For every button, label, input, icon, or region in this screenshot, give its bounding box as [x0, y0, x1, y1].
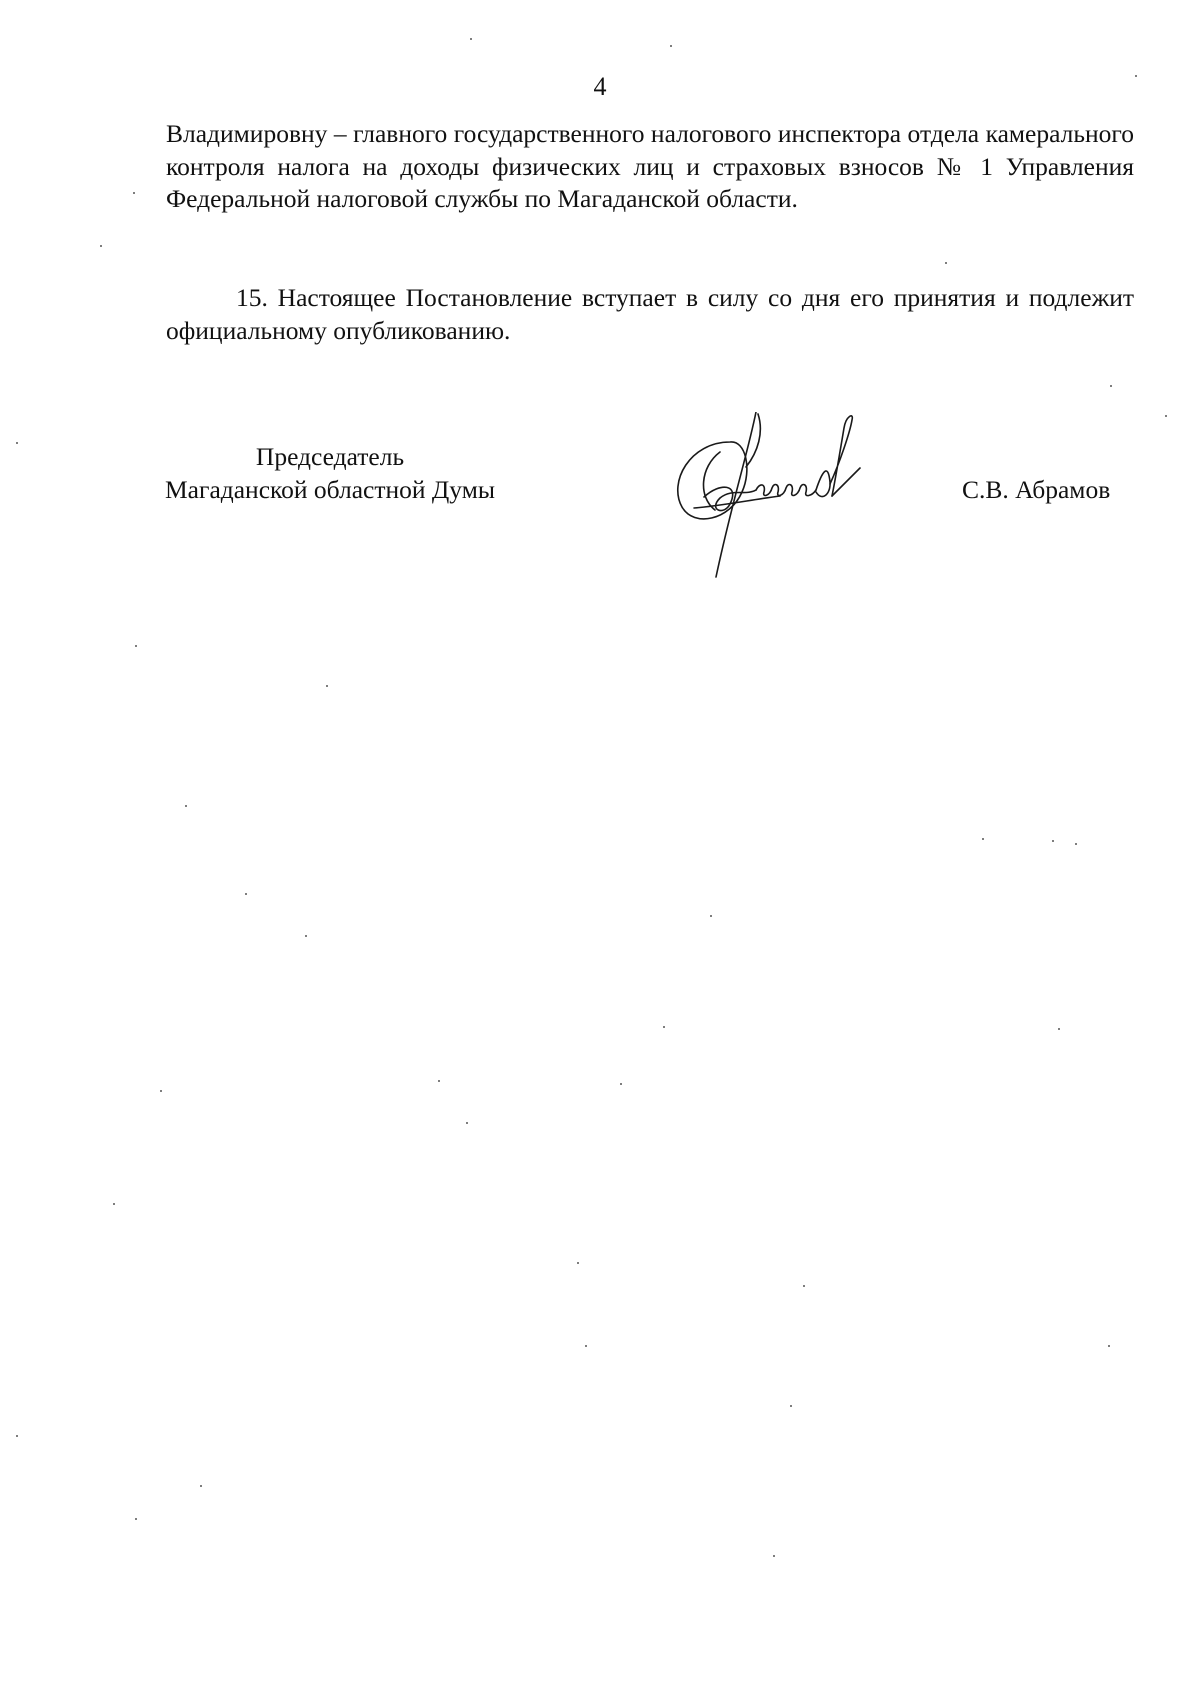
signer-name: С.В. Абрамов	[962, 475, 1111, 504]
scan-speck	[438, 1080, 440, 1082]
scan-speck	[133, 192, 135, 194]
scan-speck	[200, 1485, 202, 1487]
scan-speck	[585, 1345, 587, 1347]
scan-speck	[803, 1285, 805, 1287]
scan-speck	[1075, 843, 1077, 845]
scan-speck	[1058, 1028, 1060, 1030]
scan-speck	[1165, 415, 1167, 417]
scan-speck	[663, 1026, 665, 1028]
scan-speck	[790, 1405, 792, 1407]
scan-speck	[16, 1435, 18, 1437]
scan-speck	[245, 893, 247, 895]
scan-speck	[710, 915, 712, 917]
scan-speck	[773, 1555, 775, 1557]
scan-speck	[305, 935, 307, 937]
scan-speck	[1052, 840, 1054, 842]
scan-speck	[982, 838, 984, 840]
scan-speck	[1135, 75, 1137, 77]
scan-speck	[1110, 385, 1112, 387]
scan-speck	[620, 1083, 622, 1085]
scan-speck	[326, 685, 328, 687]
scan-speck	[135, 645, 137, 647]
scan-speck	[470, 38, 472, 40]
scan-speck	[945, 262, 947, 264]
page-number: 4	[593, 72, 607, 101]
position-line-1: Председатель	[255, 442, 405, 471]
paragraph-15: 15. Настоящее Постановление вступает в силу со дня его принятия и подлежит официальному опубликованию.	[166, 283, 1134, 345]
signatory-position	[130, 440, 530, 506]
scan-speck	[113, 1203, 115, 1205]
signature-block	[0, 440, 1200, 600]
scan-speck	[1108, 1345, 1110, 1347]
paragraph-continued: Владимировну – главного государственного налогового инспектора отдела камерального контроля налога на доходы физических лиц и страховых взносов № 1 Управления Федеральной налоговой службы по Магаданской области.	[166, 119, 1134, 214]
scan-speck	[466, 1122, 468, 1124]
scan-speck	[100, 245, 102, 247]
handwritten-signature-icon	[660, 412, 880, 582]
scan-speck	[670, 45, 672, 47]
scan-speck	[185, 805, 187, 807]
scan-speck	[16, 442, 18, 444]
scan-speck	[135, 1518, 137, 1520]
scan-speck	[160, 1090, 162, 1092]
scan-speck	[577, 1262, 579, 1264]
position-line-2: Магаданской областной Думы	[165, 475, 495, 504]
